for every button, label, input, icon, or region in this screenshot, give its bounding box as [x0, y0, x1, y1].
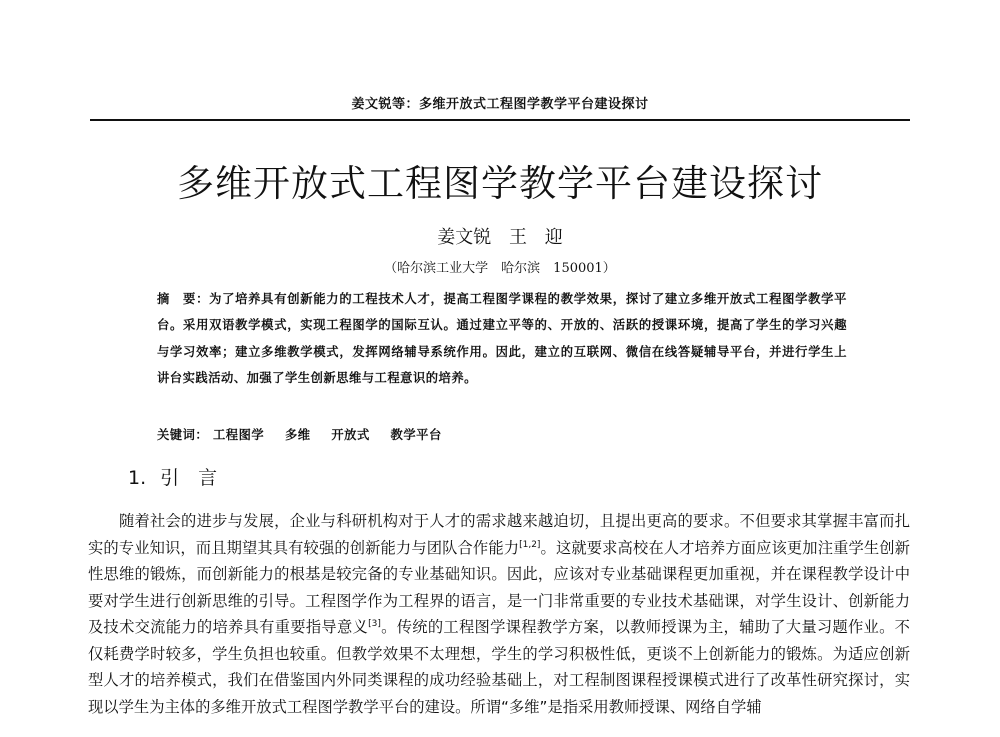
citation: [1,2] — [519, 539, 541, 550]
paper-title: 多维开放式工程图学教学平台建设探讨 — [177, 162, 823, 205]
section-title: 引 言 — [160, 467, 218, 489]
keyword: 工程图学 — [212, 428, 265, 442]
author-name: 王 迎 — [509, 227, 563, 248]
section-number: 1. — [128, 467, 147, 489]
header-rule — [90, 119, 910, 121]
citation: [3] — [368, 619, 381, 629]
abstract-text: 为了培养具有创新能力的工程技术人才，提高工程图学课程的教学效果，探讨了建立多维开放式工程图学教学平台。采用双语教学模式，实现工程图学的国际互认。通过建立平等的、开放的、活跃的授课环境，提高了学生的学习兴趣与学习效率；建立多维教学模式，发挥网络辅导系统作用。因此，建立的互联网、微信在线答疑辅导平台，并进行学生上讲台实践活动、加强了学生创新思维与工程意识的培养。 — [157, 292, 847, 385]
affiliation: （哈尔滨工业大学 哈尔滨 150001） — [384, 261, 616, 276]
keyword: 教学平台 — [390, 428, 442, 442]
author-list — [90, 226, 910, 250]
keyword: 多维 — [284, 428, 311, 442]
body-text-part: 随着社会的进步与发展，企业与科研机构对于人才的需求越来越迫切，且提出更高的要求。不但要求其掌握丰富而扎实的专业知识，而且期望其具有较强的创新能力与团队合作能力 — [88, 512, 910, 557]
body-paragraph — [88, 508, 910, 720]
author-name: 姜文锐 — [437, 227, 492, 248]
abstract-label: 摘 要： — [157, 292, 210, 306]
section-heading — [128, 465, 217, 491]
body-text-part: 。这就要求高校在人才培养方面应该更加注重学生创新性思维的锻炼，而创新能力的根基是较完备的专业基础知识。因此，应该对专业基础课程更加重视，并在课程教学设计中要对学生进行创新思维的引导。工程图学作为工程界的语言，是一门非常重要的专业技术基础课，对学生设计、创新能力及技术交流能力的培养具有重要指导意义 — [88, 538, 910, 636]
abstract — [157, 286, 847, 391]
keyword: 开放式 — [331, 428, 370, 442]
body-text-part: 。传统的工程图学课程教学方案，以教师授课为主，辅助了大量习题作业。不仅耗费学时较多，学生负担也较重。但教学效果不太理想，学生的学习积极性低，更谈不上创新能力的锻炼。为适应创新型人才的培养模式，我们在借鉴国内外同类课程的成功经验基础上，对工程制图课程授课模式进行了改革性研究探讨，实现以学生为主体的多维开放式工程图学教学平台的建设。所谓“多维”是指采用教师授课、网络自学辅 — [88, 618, 910, 716]
keywords-label: 关键词： — [157, 428, 209, 442]
keywords — [157, 425, 847, 445]
running-head: 姜文锐等：多维开放式工程图学教学平台建设探讨 — [351, 97, 649, 112]
